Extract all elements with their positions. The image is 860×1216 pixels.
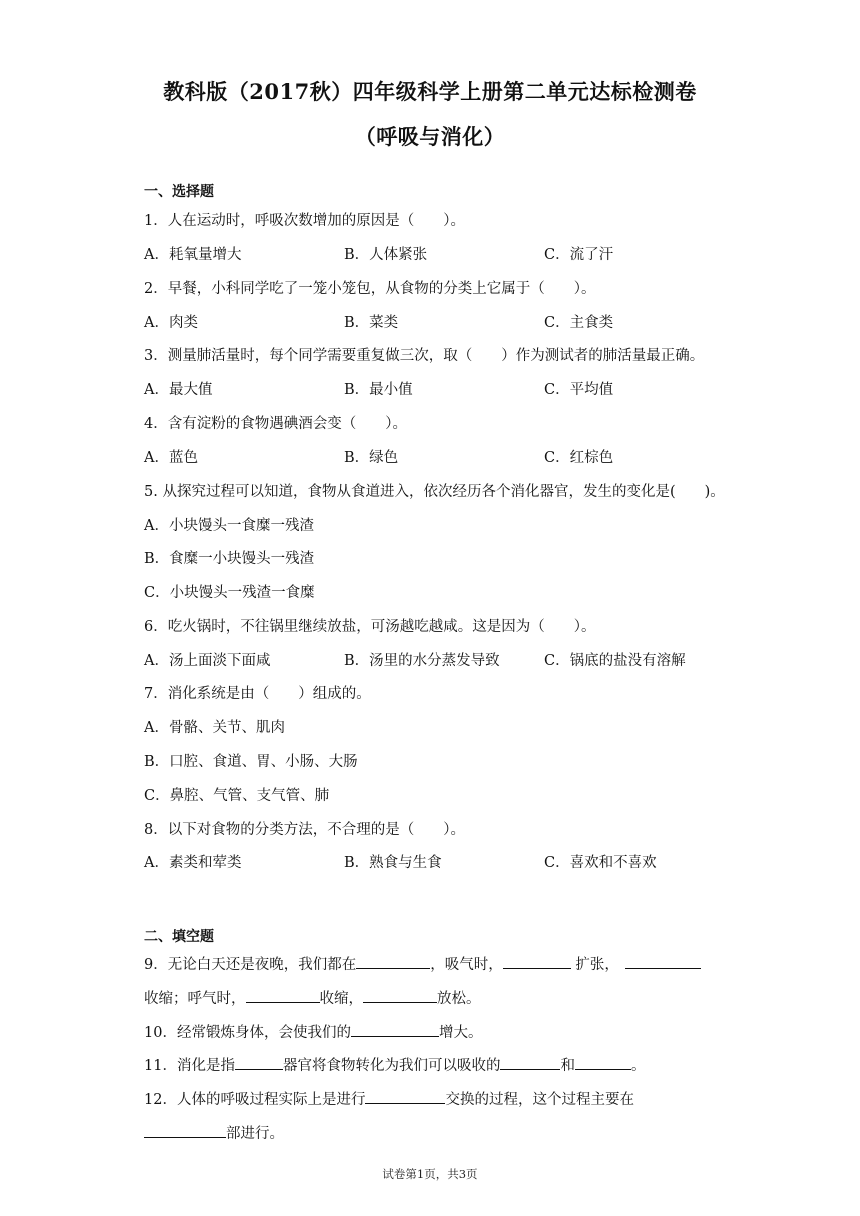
- q9-text-f: 放松。: [437, 991, 481, 1007]
- q4-option-a: A．蓝色: [144, 450, 198, 466]
- q9-text-c: 扩张，: [570, 957, 619, 973]
- answer-blank[interactable]: [503, 954, 571, 969]
- q8-option-a: A．素类和荤类: [144, 855, 242, 871]
- q8-option-b: B．熟食与生食: [344, 855, 442, 871]
- q2-option-a: A．肉类: [144, 315, 198, 331]
- answer-blank[interactable]: [246, 988, 320, 1003]
- q7-option-b: B．口腔、食道、胃、小肠、大肠: [144, 754, 358, 770]
- question-12-cont: [144, 1122, 284, 1143]
- q12-text-a: 12．人体的呼吸过程实际上是进行: [144, 1092, 366, 1108]
- q2-option-c: C．主食类: [544, 315, 614, 331]
- q9-text-b: ，吸气时，: [430, 957, 503, 973]
- q11-text-b: 器官将食物转化为我们可以吸收的: [282, 1058, 501, 1074]
- q1-option-c: C．流了汗: [544, 247, 614, 263]
- question-5: 5. 从探究过程可以知道，食物从食道进入，依次经历各个消化器官，发生的变化是( )。: [144, 484, 725, 500]
- q1-option-a: A．耗氧量增大: [144, 247, 242, 263]
- q4-option-b: B．绿色: [344, 450, 399, 466]
- answer-blank[interactable]: [363, 988, 437, 1003]
- question-12: [144, 1088, 634, 1109]
- q3-option-c: C．平均值: [544, 382, 614, 398]
- answer-blank[interactable]: [356, 954, 430, 969]
- question-3: 3．测量肺活量时，每个同学需要重复做三次，取（ ）作为测试者的肺活量最正确。: [144, 348, 705, 364]
- question-4: 4．含有淀粉的食物遇碘酒会变（ ）。: [144, 416, 407, 432]
- answer-blank[interactable]: [365, 1089, 445, 1104]
- question-7: 7．消化系统是由（ ）组成的。: [144, 686, 371, 702]
- section-heading-choice: 一、选择题: [144, 184, 214, 200]
- q6-option-b: B．汤里的水分蒸发导致: [344, 653, 500, 669]
- question-6: 6．吃火锅时，不往锅里继续放盐，可汤越吃越咸。这是因为（ ）。: [144, 619, 596, 635]
- question-9: [144, 953, 701, 974]
- q6-option-a: A．汤上面淡下面咸: [144, 653, 271, 669]
- q1-option-b: B．人体紧张: [344, 247, 428, 263]
- q5-option-c: C．小块馒头一残渣一食糜: [144, 585, 315, 601]
- q10-text-a: 10．经常锻炼身体，会使我们的: [144, 1025, 351, 1041]
- q12-text-c: 部进行。: [226, 1126, 284, 1142]
- answer-blank[interactable]: [144, 1123, 226, 1138]
- answer-blank[interactable]: [575, 1055, 631, 1070]
- q12-text-b: 交换的过程，这个过程主要在: [445, 1092, 634, 1108]
- q10-text-b: 增大。: [438, 1025, 483, 1041]
- q3-option-a: A．最大值: [144, 382, 213, 398]
- q11-text-a: 11．消化是指: [144, 1058, 235, 1074]
- question-8: 8．以下对食物的分类方法，不合理的是（ ）。: [144, 822, 465, 838]
- q9-text-e: 收缩，: [319, 991, 363, 1007]
- section-heading-fill: 二、填空题: [144, 929, 214, 945]
- q9-text-a: 9．无论白天还是夜晚，我们都在: [144, 957, 357, 973]
- question-10: [144, 1021, 482, 1042]
- page-title: 教科版（2017秋）四年级科学上册第二单元达标检测卷: [163, 79, 697, 104]
- page-subtitle: （呼吸与消化）: [354, 124, 506, 149]
- q11-text-d: 。: [630, 1058, 646, 1074]
- q11-text-c: 和: [560, 1058, 575, 1074]
- question-11: [144, 1054, 645, 1075]
- q5-option-b: B．食糜一小块馒头一残渣: [144, 551, 315, 567]
- answer-blank[interactable]: [625, 954, 701, 969]
- q4-option-c: C．红棕色: [544, 450, 614, 466]
- answer-blank[interactable]: [235, 1055, 283, 1070]
- q8-option-c: C．喜欢和不喜欢: [544, 855, 657, 871]
- q9-text-d: 收缩；呼气时，: [144, 991, 246, 1007]
- question-9-cont: [144, 987, 481, 1008]
- q5-option-a: A．小块馒头一食糜一残渣: [144, 518, 314, 534]
- q7-option-a: A．骨骼、关节、肌肉: [144, 720, 285, 736]
- page-footer: 试卷第1页，共3页: [382, 1167, 478, 1181]
- q2-option-b: B．菜类: [344, 315, 399, 331]
- q3-option-b: B．最小值: [344, 382, 413, 398]
- answer-blank[interactable]: [351, 1022, 439, 1037]
- q7-option-c: C．鼻腔、气管、支气管、肺: [144, 788, 330, 804]
- question-2: 2．早餐，小科同学吃了一笼小笼包，从食物的分类上它属于（ ）。: [144, 281, 596, 297]
- q6-option-c: C．锅底的盐没有溶解: [544, 653, 686, 669]
- question-1: 1．人在运动时，呼吸次数增加的原因是（ ）。: [144, 213, 465, 229]
- answer-blank[interactable]: [500, 1055, 560, 1070]
